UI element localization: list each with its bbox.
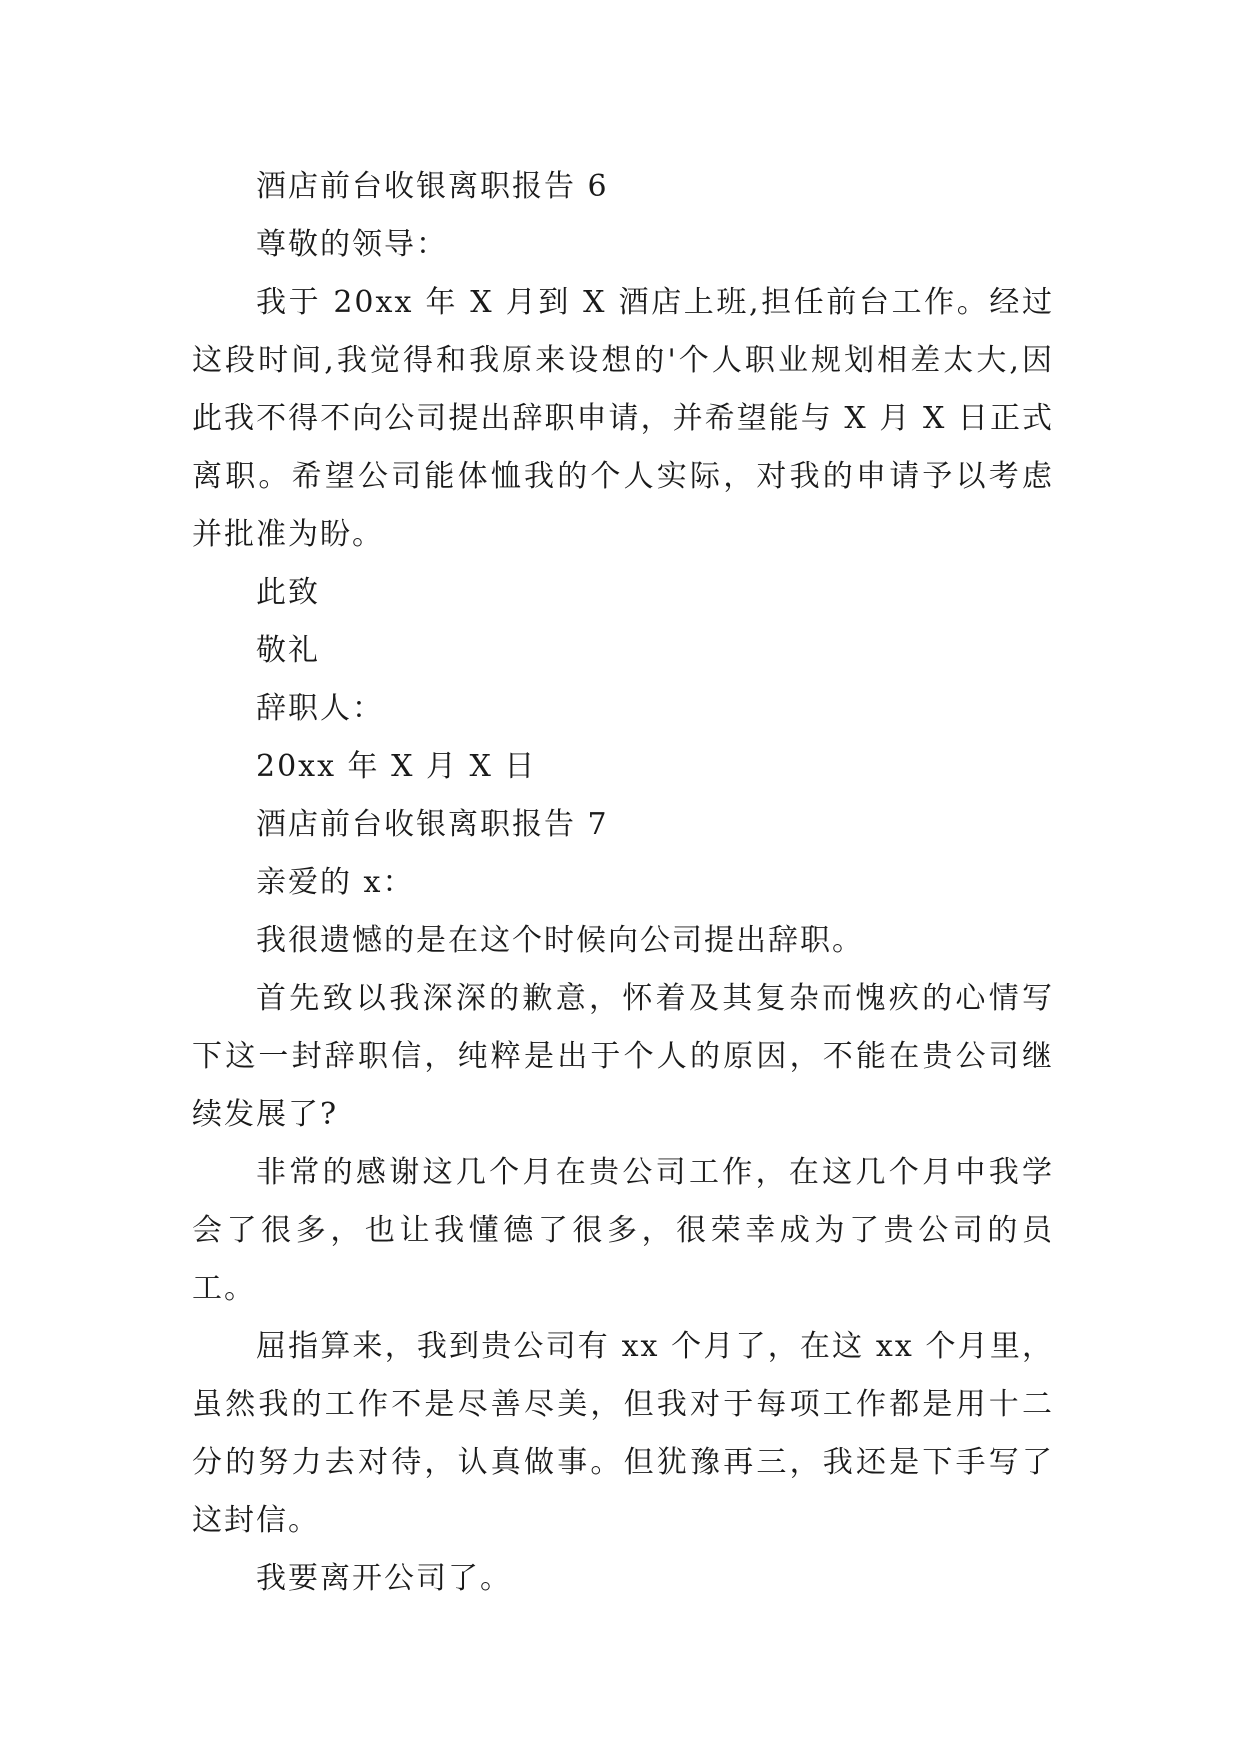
closing-ci-zhi: 此致 (256, 575, 320, 610)
body-paragraph: 我很遗憾的是在这个时候向公司提出辞职。 (256, 923, 864, 958)
body-paragraph: 非常的感谢这几个月在贵公司工作，在这几个月中我学会了很多，也让我懂德了很多，很荣幸成为了贵公司的员工。 (192, 1155, 1054, 1306)
salutation-paragraph: 亲爱的 x： (256, 865, 415, 900)
body-paragraph: 我要离开公司了。 (256, 1561, 512, 1596)
section-heading-report-7: 酒店前台收银离职报告 7 (256, 807, 609, 842)
body-paragraph: 我于 20xx 年 X 月到 X 酒店上班,担任前台工作。经过这段时间,我觉得和我原来设想的'个人职业规划相差太大,因此我不得不向公司提出辞职申请，并希望能与 X 月 X 日正式离职。希望公司能体恤我的个人实际，对我的申请予以考虑并批准为盼。 (192, 285, 1054, 552)
body-paragraph: 首先致以我深深的歉意，怀着及其复杂而愧疚的心情写下这一封辞职信，纯粹是出于个人的原因，不能在贵公司继续发展了? (192, 981, 1054, 1132)
closing-jing-li: 敬礼 (256, 633, 320, 668)
signature-line: 辞职人： (256, 691, 384, 726)
date-line: 20xx 年 X 月 X 日 (256, 749, 537, 784)
section-heading-report-6: 酒店前台收银离职报告 6 (256, 169, 609, 204)
salutation-paragraph: 尊敬的领导： (256, 227, 448, 262)
document-body (192, 158, 1054, 1608)
body-paragraph: 屈指算来，我到贵公司有 xx 个月了，在这 xx 个月里，虽然我的工作不是尽善尽美，但我对于每项工作都是用十二分的努力去对待，认真做事。但犹豫再三，我还是下手写了这封信。 (192, 1329, 1054, 1538)
